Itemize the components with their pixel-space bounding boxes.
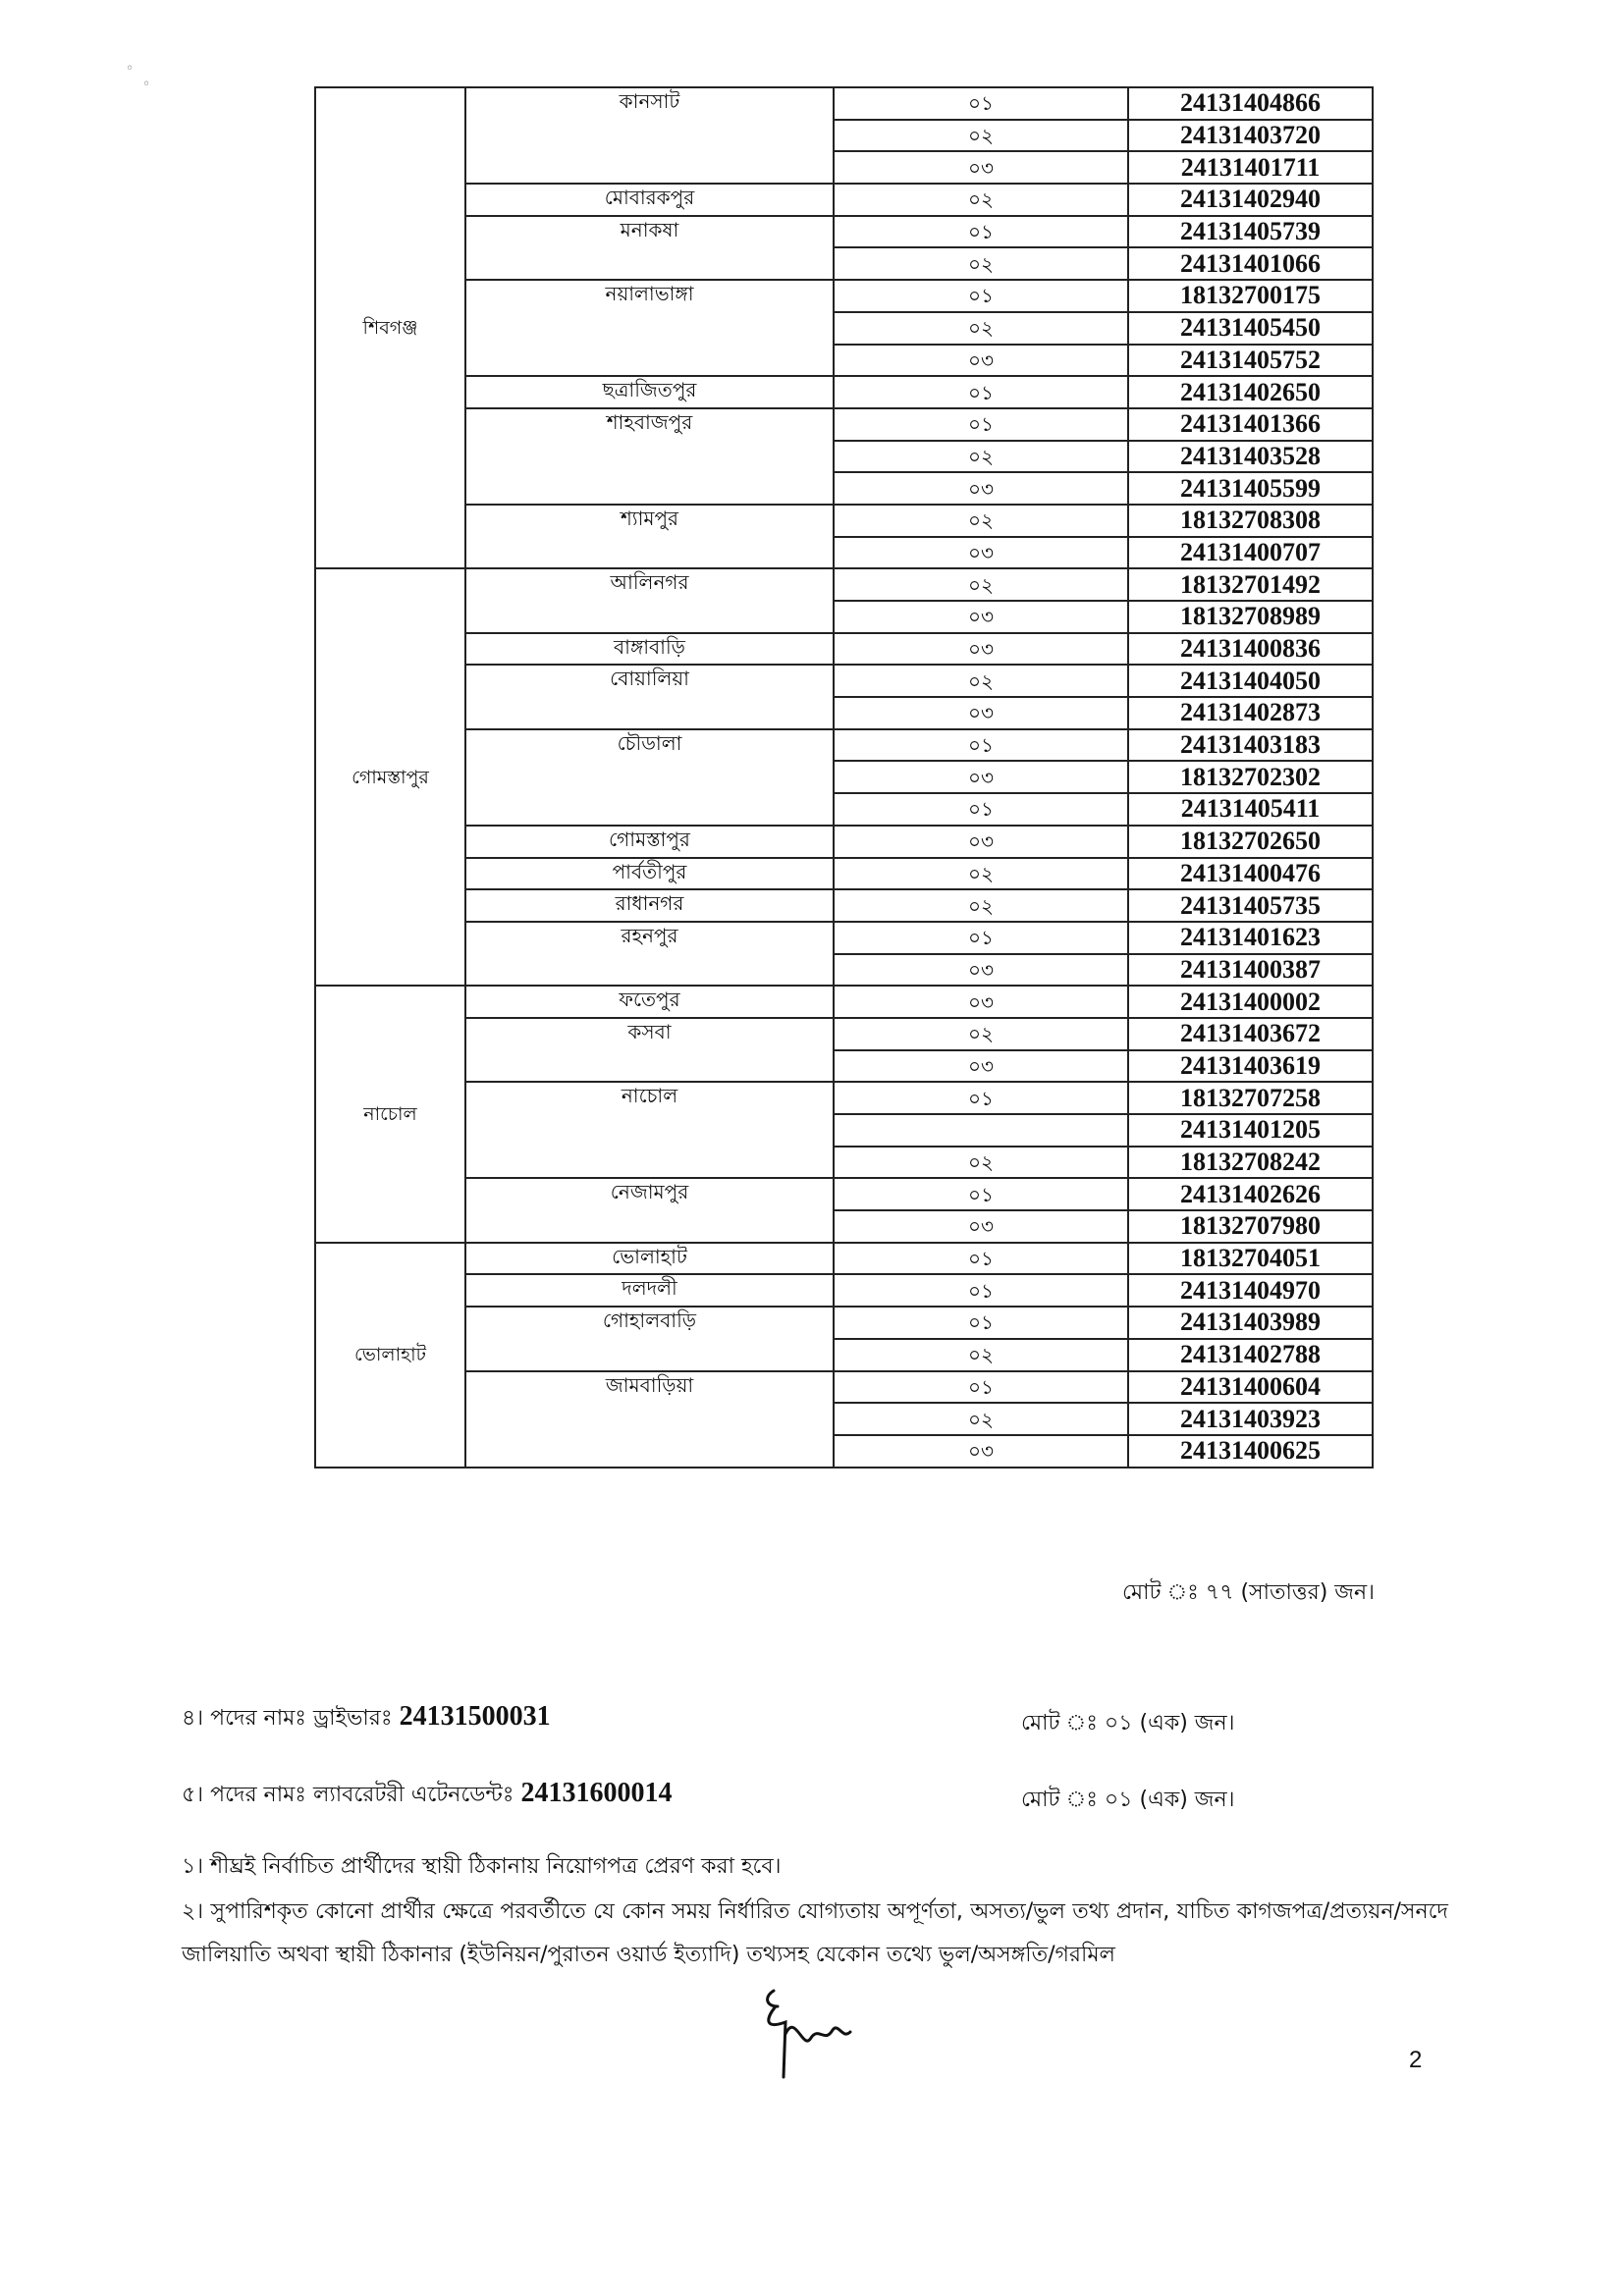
ward-cell: ০২: [834, 441, 1128, 473]
table-row: [315, 87, 1373, 120]
table-row: [315, 184, 1373, 216]
table-row: [315, 858, 1373, 890]
table-row: [315, 1243, 1373, 1275]
ward-cell: ০৩: [834, 633, 1128, 666]
ward-cell: ০১: [834, 1243, 1128, 1275]
union-cell: মোবারকপুর: [465, 184, 834, 216]
table-row: [315, 1371, 1373, 1404]
roll-number-cell: 24131402940: [1128, 184, 1373, 216]
roll-number-cell: 24131403923: [1128, 1403, 1373, 1435]
roll-number-cell: 18132701492: [1128, 568, 1373, 601]
ward-cell: ০১: [834, 729, 1128, 762]
roll-number-cell: 24131401066: [1128, 247, 1373, 280]
union-cell: রহনপুর: [465, 922, 834, 986]
ward-cell: ০১: [834, 1178, 1128, 1210]
table-row: [315, 1082, 1373, 1114]
roll-number-cell: 24131400836: [1128, 633, 1373, 666]
union-cell: আলিনগর: [465, 568, 834, 632]
ward-cell: ০৩: [834, 472, 1128, 505]
signature: [756, 1983, 864, 2091]
table-total: মোট ঃ ৭৭ (সাতাত্তর) জন।: [1121, 1580, 1375, 1605]
roll-number-cell: 24131402788: [1128, 1339, 1373, 1371]
ward-cell: ০১: [834, 793, 1128, 826]
union-cell: শ্যামপুর: [465, 505, 834, 568]
union-cell: শাহবাজপুর: [465, 408, 834, 505]
union-cell: পার্বতীপুর: [465, 858, 834, 890]
post-4-line: [182, 1701, 551, 1737]
roll-number-cell: 24131400625: [1128, 1435, 1373, 1468]
union-cell: বোয়ালিয়া: [465, 665, 834, 728]
ward-cell: ০৩: [834, 826, 1128, 858]
roll-number-cell: 24131403989: [1128, 1307, 1373, 1339]
union-cell: কসবা: [465, 1018, 834, 1082]
roll-number-cell: 18132702302: [1128, 761, 1373, 793]
table-row: [315, 1274, 1373, 1307]
ward-cell: ০২: [834, 1403, 1128, 1435]
table-row: [315, 1018, 1373, 1050]
ward-cell: ০১: [834, 922, 1128, 954]
roll-number-cell: 24131403183: [1128, 729, 1373, 762]
upazila-cell: গোমস্তাপুর: [315, 568, 465, 986]
table-row: [315, 1178, 1373, 1210]
roll-number-cell: 24131401623: [1128, 922, 1373, 954]
ward-cell: ০২: [834, 184, 1128, 216]
roll-number-cell: 24131401205: [1128, 1114, 1373, 1147]
ward-cell: ০৩: [834, 954, 1128, 987]
union-cell: দলদলী: [465, 1274, 834, 1307]
roll-number-cell: 18132708308: [1128, 505, 1373, 537]
union-cell: ফতেপুর: [465, 986, 834, 1018]
roll-number-cell: 24131403619: [1128, 1050, 1373, 1083]
roll-number-cell: 18132704051: [1128, 1243, 1373, 1275]
union-cell: মনাকষা: [465, 216, 834, 280]
ward-cell: ০২: [834, 505, 1128, 537]
ward-cell: ০১: [834, 1371, 1128, 1404]
ward-cell: ০২: [834, 1339, 1128, 1371]
roll-number-cell: 18132708242: [1128, 1147, 1373, 1179]
ward-cell: ০২: [834, 120, 1128, 152]
roll-number-cell: 18132707980: [1128, 1210, 1373, 1243]
roll-number-cell: 24131405735: [1128, 889, 1373, 922]
ward-cell: ০৩: [834, 761, 1128, 793]
union-cell: নয়ালাভাঙ্গা: [465, 280, 834, 376]
union-cell: বাঙ্গাবাড়ি: [465, 633, 834, 666]
union-cell: রাধানগর: [465, 889, 834, 922]
table-row: [315, 826, 1373, 858]
ward-cell: ০৩: [834, 1050, 1128, 1083]
ward-cell: ০১: [834, 1274, 1128, 1307]
roll-number-cell: 24131404970: [1128, 1274, 1373, 1307]
roll-number-cell: 24131401711: [1128, 151, 1373, 184]
roll-number-cell: 24131403528: [1128, 441, 1373, 473]
ward-cell: ০২: [834, 312, 1128, 345]
table-row: [315, 568, 1373, 601]
ward-cell: ০২: [834, 1147, 1128, 1179]
ward-cell: ০৩: [834, 537, 1128, 569]
ward-cell: ০২: [834, 665, 1128, 697]
post-4-label: ৪। পদের নামঃ ড্রাইভারঃ: [182, 1706, 393, 1731]
ward-cell: ০২: [834, 858, 1128, 890]
selected-candidates-table: [314, 86, 1374, 1468]
table-row: [315, 408, 1373, 441]
union-cell: গোহালবাড়ি: [465, 1307, 834, 1370]
ward-cell: ০৩: [834, 601, 1128, 633]
union-cell: ছত্রাজিতপুর: [465, 376, 834, 408]
roll-number-cell: 24131400387: [1128, 954, 1373, 987]
ward-cell: ০২: [834, 889, 1128, 922]
roll-number-cell: 24131403672: [1128, 1018, 1373, 1050]
union-cell: জামবাড়িয়া: [465, 1371, 834, 1468]
ward-cell: ০১: [834, 408, 1128, 441]
scan-speck: ◦: [126, 61, 135, 77]
ward-cell: ০২: [834, 1018, 1128, 1050]
ward-cell: ০৩: [834, 986, 1128, 1018]
union-cell: নেজামপুর: [465, 1178, 834, 1242]
table-row: [315, 729, 1373, 762]
union-cell: গোমস্তাপুর: [465, 826, 834, 858]
post-4-total: মোট ঃ ০১ (এক) জন।: [1021, 1711, 1235, 1735]
roll-number-cell: 24131405411: [1128, 793, 1373, 826]
ward-cell: ০৩: [834, 345, 1128, 377]
post-5-label: ৫। পদের নামঃ ল্যাবরেটরী এটেনডেন্টঃ: [182, 1783, 514, 1807]
page-number: 2: [1409, 2047, 1423, 2073]
roll-number-cell: 18132702650: [1128, 826, 1373, 858]
roll-number-cell: 24131403720: [1128, 120, 1373, 152]
table-row: [315, 665, 1373, 697]
ward-cell: ০১: [834, 87, 1128, 120]
post-4-roll: 24131500031: [399, 1701, 551, 1732]
table-row: [315, 986, 1373, 1018]
union-cell: ভোলাহাট: [465, 1243, 834, 1275]
roll-number-cell: 24131402873: [1128, 697, 1373, 729]
table-row: [315, 505, 1373, 537]
ward-cell: ০২: [834, 247, 1128, 280]
upazila-cell: ভোলাহাট: [315, 1243, 465, 1468]
upazila-cell: নাচোল: [315, 986, 465, 1243]
roll-number-cell: 24131405599: [1128, 472, 1373, 505]
roll-number-cell: 24131404866: [1128, 87, 1373, 120]
upazila-cell: শিবগঞ্জ: [315, 87, 465, 568]
roll-number-cell: 18132707258: [1128, 1082, 1373, 1114]
table-row: [315, 280, 1373, 312]
roll-number-cell: 24131404050: [1128, 665, 1373, 697]
scan-speck: ◦: [142, 77, 151, 92]
roll-number-cell: 24131401366: [1128, 408, 1373, 441]
ward-cell: ০৩: [834, 151, 1128, 184]
roll-number-cell: 24131400002: [1128, 986, 1373, 1018]
ward-cell: ০১: [834, 1307, 1128, 1339]
table-row: [315, 376, 1373, 408]
ward-cell: ০৩: [834, 697, 1128, 729]
ward-cell: ০১: [834, 376, 1128, 408]
roll-number-cell: 24131405752: [1128, 345, 1373, 377]
roll-number-cell: 24131400707: [1128, 537, 1373, 569]
ward-cell: ০২: [834, 568, 1128, 601]
union-cell: নাচোল: [465, 1082, 834, 1178]
roll-number-cell: 18132700175: [1128, 280, 1373, 312]
roll-number-cell: 18132708989: [1128, 601, 1373, 633]
post-5-total: মোট ঃ ০১ (এক) জন।: [1021, 1788, 1235, 1812]
note-1: ১। শীঘ্রই নির্বাচিত প্রার্থীদের স্থায়ী ঠিকানায় নিয়োগপত্র প্রেরণ করা হবে।: [182, 1854, 782, 1879]
roll-number-cell: 24131402626: [1128, 1178, 1373, 1210]
table-row: [315, 216, 1373, 248]
roll-number-cell: 24131405739: [1128, 216, 1373, 248]
union-cell: কানসাট: [465, 87, 834, 184]
roll-number-cell: 24131400476: [1128, 858, 1373, 890]
table-row: [315, 922, 1373, 954]
ward-cell: ০১: [834, 1082, 1128, 1114]
ward-cell: ০১: [834, 280, 1128, 312]
ward-cell: ০৩: [834, 1435, 1128, 1468]
post-5-line: [182, 1778, 673, 1814]
ward-cell: ০৩: [834, 1210, 1128, 1243]
note-2: ২। সুপারিশকৃত কোনো প্রার্থীর ক্ষেত্রে পরবর্তীতে যে কোন সময় নির্ধারিত যোগ্যতায় অপূর্ণতা, অসত্য/ভুল তথ্য প্রদান, যাচিত কাগজপত্র/প্রত্যয়ন/সনদে জালিয়াতি অথবা স্থায়ী ঠিকানার (ইউনিয়ন/পুরাতন ওয়ার্ড ইত্যাদি) তথ্যসহ যেকোন তথ্যে ভুল/অসঙ্গতি/গরমিল: [182, 1899, 1448, 1967]
ward-cell: ০১: [834, 216, 1128, 248]
table-row: [315, 633, 1373, 666]
union-cell: চৌডালা: [465, 729, 834, 826]
table-row: [315, 889, 1373, 922]
roll-number-cell: 24131400604: [1128, 1371, 1373, 1404]
roll-number-cell: 24131405450: [1128, 312, 1373, 345]
post-5-roll: 24131600014: [520, 1778, 673, 1808]
ward-cell: [834, 1114, 1128, 1147]
table-row: [315, 1307, 1373, 1339]
roll-number-cell: 24131402650: [1128, 376, 1373, 408]
